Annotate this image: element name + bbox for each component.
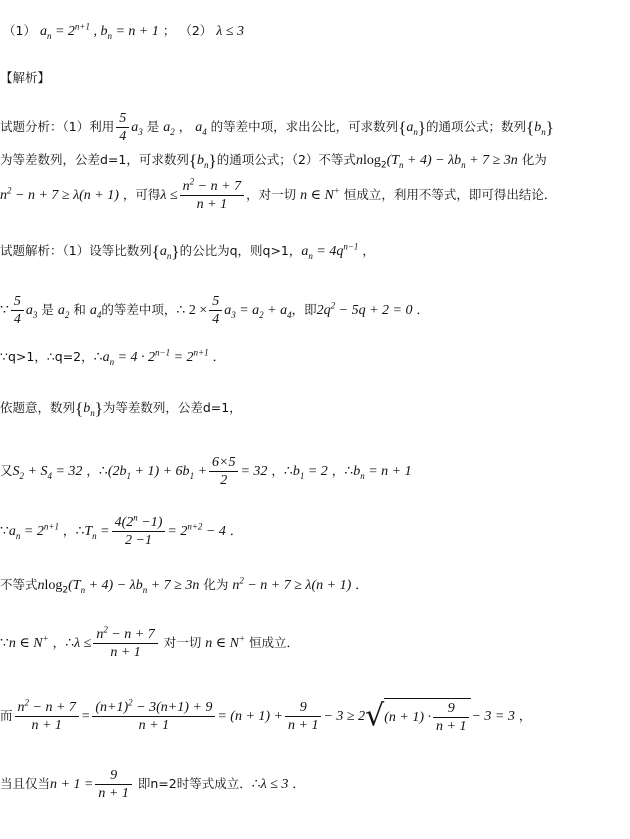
solution-line-5: 又$S_2 + S_4 = 32$ ，$\therefore(2b_1 + 1) + 6b_1$ + $\frac{6\times 5}{2}$ = 32 ，$\therefore b_1 = 2$ ，$\therefore b_n = n + 1$ (0, 455, 412, 488)
solution-line-8: ∵n ∈ N+ ，∴λ ≤ $\frac{n^2 - n + 7}{n + 1}$ 对一切 n ∈ N+ 恒成立． (0, 624, 300, 660)
fraction-rewrite: $\frac{(n+1)^2 - 3(n+1) + 9}{n + 1}$ (92, 699, 215, 734)
solution-text: 的公比为q，则q>1， (179, 243, 302, 258)
solution-line-1: 试题解析：（1）设等比数列$\{a_n\}$的公比为q，则q>1，$a_n = 4q^{n-1}$ ， (0, 241, 375, 261)
analysis-text: 是 (146, 119, 160, 134)
analysis-line-2: 为等差数列，公差d=1，可求数列$\{b_n\}$的通项公式；（2）不等式$nlog_2(T_n + 4) - \lambda b_n + 7 \ge 3n$ 化为 (0, 151, 547, 171)
solution-label: 试题解析： (0, 243, 63, 258)
solution-line-4 (0, 399, 242, 418)
analysis-text: ， (178, 119, 192, 134)
solution-text: 依题意，数列 (0, 400, 76, 415)
answer-line (3, 22, 244, 41)
analysis-text: 为等差数列，公差d=1，可求数列 (0, 152, 189, 167)
solution-text: ∵q>1，∴q=2， (0, 349, 94, 364)
solution-text: 对一切 (163, 635, 202, 650)
fraction-lambda-bound: $\frac{n^2 - n + 7}{n + 1}$ (15, 699, 79, 734)
solution-text: 当且仅当 (0, 776, 51, 791)
answer-part1-formula: $a_n = 2^{n+1}$ , $b_n = n + 1$ (39, 21, 159, 41)
fraction-lambda-bound: $\frac{n^2 - n + 7}{n + 1}$ (180, 178, 244, 213)
solution-text: 即n=2时等式成立． (137, 776, 252, 791)
solution-text: （1）设等比数列 (62, 243, 152, 258)
analysis-label: 试题分析： (0, 119, 63, 134)
answer-part2-label: （2） (179, 23, 213, 38)
solution-text: 是 (41, 302, 54, 317)
answer-part1-label: （1） (3, 23, 36, 38)
sequence-a-n: $\{a_n\}$ (398, 118, 427, 137)
solution-line-10: 当且仅当n + 1 = $\frac{9}{n + 1}$ 即n=2时等式成立．∴λ ≤ 3 ． (0, 768, 305, 801)
solution-text: 的等差中项， (101, 302, 177, 317)
fraction-5-4: $\frac{5}{4}$ (116, 110, 129, 145)
analysis-text: 恒成立，利用不等式，即可得出结论． (343, 187, 557, 202)
solution-line-6: $\because a_n = 2^{n+1}$ ，$\therefore T_n$ = $\frac{4(2^n -1)}{2 -1}$ = $2^{n+2} - 4$ ． (0, 512, 243, 548)
fraction-6x5-2: $\frac{6\times 5}{2}$ (209, 454, 238, 489)
fraction-lambda-bound: $\frac{n^2 - n + 7}{n + 1}$ (93, 626, 157, 661)
sequence-b-n: $\{b_n\}$ (526, 118, 554, 137)
solution-line-7: 不等式$nlog_2(T_n + 4) - \lambda b_n + 7 \ge 3n$ 化为 $n^2 - n + 7 \ge \lambda(n + 1)$ ． (0, 575, 368, 596)
analysis-text: 化为 (521, 152, 547, 167)
solution-text: 不等式 (0, 577, 38, 592)
analysis-line-1: 试题分析：（1）利用 $\frac{5}{4}$ $a_3$ 是 $a_2$ ， $a_4$ 的等差中项，求出公比，可求数列$\{a_n\}$的通项公式；数列$\{b_n\}$ (0, 111, 554, 144)
answer-separator: ； (162, 23, 176, 38)
sequence-a-n: $\{a_n\}$ (151, 242, 180, 261)
solution-text: 恒成立． (249, 635, 300, 650)
sequence-b-n: $\{b_n\}$ (188, 151, 217, 170)
fraction-5-4: $\frac{5}{4}$ (209, 293, 222, 328)
section-heading: 【解析】 (0, 70, 51, 85)
analysis-text: （1）利用 (62, 119, 115, 134)
solution-text: 又 (0, 463, 13, 478)
fraction-tn: $\frac{4(2^n -1)}{2 -1}$ (112, 514, 166, 549)
sqrt-expression: √(n + 1) · $\frac{9}{n + 1}$ (365, 698, 471, 735)
solution-text: 而 (0, 708, 13, 723)
solution-line-9: 而 $\frac{n^2 - n + 7}{n + 1}$ = $\frac{(n+1)^2 - 3(n+1) + 9}{n + 1}$ = (n + 1) + $\frac{9}{n + 1}$ − 3 ≥ 2√(n + 1) · $\frac{9}{n + 1}$ − 3 = 3 ， (0, 697, 532, 734)
analysis-text: 的通项公式；数列 (426, 119, 527, 134)
fraction-9-over-n1: $\frac{9}{n + 1}$ (285, 699, 321, 734)
solution-text: 为等差数列，公差d=1， (102, 400, 242, 415)
analysis-text: 的等差中项，求出公比，可求数列 (210, 119, 399, 134)
fraction-5-4: $\frac{5}{4}$ (11, 293, 24, 328)
solution-text: 和 (73, 302, 86, 317)
solution-text: 化为 (203, 577, 229, 592)
analysis-text: ，对一切 (246, 187, 297, 202)
analysis-text: 的通项公式；（2）不等式 (216, 152, 356, 167)
analysis-line-3: $n^2 - n + 7 \ge \lambda(n + 1)$ ，可得λ ≤ $\frac{n^2 - n + 7}{n + 1}$ ，对一切 n ∈ N+ 恒成立，利用不等式，即可得出结论． (0, 176, 557, 212)
fraction-9-over-n1: $\frac{9}{n + 1}$ (95, 767, 131, 802)
sequence-b-n: $\{b_n\}$ (75, 399, 103, 418)
solution-text: ，即 (291, 302, 317, 317)
answer-part2-formula: λ ≤ 3 (216, 24, 245, 39)
analysis-text: ，可得 (122, 187, 161, 202)
solution-line-3: ∵q>1，∴q=2，$\therefore a_n = 4 \cdot 2^{n-1} = 2^{n+1}$ ． (0, 347, 226, 367)
solution-line-2: ∵ $\frac{5}{4}$ $a_3$ 是 $a_2$ 和 $a_4$的等差中项，∴ 2 × $\frac{5}{4}$ $a_3 = a_2 + a_4$，即$2q^2 - 5q + 2 = 0$ ． (0, 294, 429, 327)
